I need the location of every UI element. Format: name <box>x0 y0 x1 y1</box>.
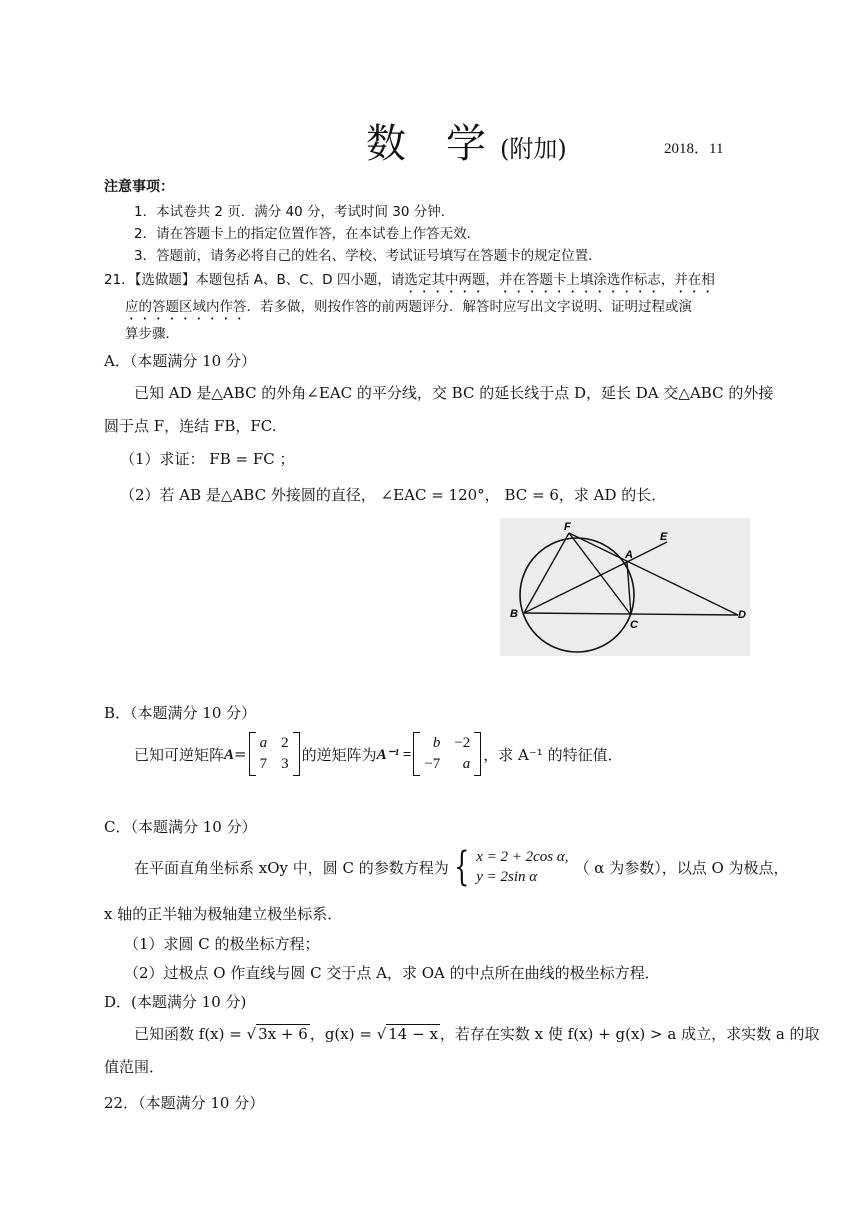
param-eq-x: x = 2 + 2cos α, <box>476 849 569 865</box>
matrix-a <box>249 732 300 776</box>
c-pre: 在平面直角坐标系 xOy 中，圆 C 的参数方程为 <box>134 858 449 877</box>
q21-emphasis-1: 选定其中两题，并在答题卡上填涂选作标志，并在相 <box>404 272 715 288</box>
q21-intro-line2 <box>125 295 692 323</box>
sqrt-1: √ 3x + 6 <box>246 1025 308 1043</box>
question-d-text <box>134 1023 820 1044</box>
label-e: E <box>660 531 668 543</box>
matrix-cell: −2 <box>454 735 471 751</box>
d-post: ，若存在实数 x 使 f(x) + g(x) > a 成立，求实数 a 的取 <box>439 1025 820 1043</box>
matrix-cell: a <box>259 735 268 751</box>
matrix-cell: b <box>432 735 441 751</box>
question-c-text-2: x 轴的正半轴为极轴建立极坐标系． <box>104 905 343 923</box>
note-item: 1．本试卷共 2 页．满分 40 分，考试时间 30 分钟． <box>134 204 455 220</box>
q21-intro-line3: 算步骤． <box>125 326 179 342</box>
b-matrix-name: A <box>224 746 235 763</box>
note-item: 3．答题前，请务必将自己的姓名、学校、考试证号填写在答题卡的规定位置． <box>134 248 602 264</box>
d-mid: ，g(x) = <box>309 1025 377 1043</box>
question-c-part1: （1）求圆 C 的极坐标方程； <box>124 935 320 953</box>
sqrt-2: √ 14 − x <box>376 1025 438 1043</box>
matrix-a-inverse <box>413 732 481 776</box>
question-c-part2: （2）过极点 O 作直线与圆 C 交于点 A，求 OA 的中点所在曲线的极坐标方程． <box>124 964 660 982</box>
q21-rest: ．若多做，则按作答的前两题评分．解答时应写出文字说明、证明过程或演 <box>246 299 692 315</box>
question-a-text-1: 已知 AD 是△ABC 的外角∠EAC 的平分线，交 BC 的延长线于点 D，延长 DA 交△ABC 的外接 <box>134 384 774 402</box>
q21-bracket: 【选做题】本题包括 A、B、C、D 四小题，请 <box>134 272 405 288</box>
matrix-cell: 3 <box>281 756 289 772</box>
parametric-system <box>476 847 568 887</box>
system-brace: { <box>453 844 470 890</box>
geometry-figure <box>500 518 750 656</box>
d-pre: 已知函数 f(x) = <box>134 1025 247 1043</box>
label-d: D <box>738 609 746 621</box>
b-equals: = <box>234 745 247 763</box>
title-subtitle: (附加) <box>500 135 567 163</box>
question-c-label: C．（本题满分 10 分） <box>104 818 257 836</box>
label-b: B <box>510 608 518 620</box>
param-eq-y: y = 2sin α <box>476 869 538 885</box>
b-post: ，求 A⁻¹ 的特征值． <box>483 745 623 764</box>
question-b-label: B．（本题满分 10 分） <box>104 704 257 722</box>
note-item: 2．请在答题卡上的指定位置作答，在本试卷上作答无效． <box>134 226 481 242</box>
label-a: A <box>625 549 633 561</box>
c-post: （ α 为参数），以点 O 为极点， <box>574 858 789 877</box>
page-title <box>366 112 567 169</box>
title-main: 数 学 <box>366 121 486 167</box>
b-pre: 已知可逆矩阵 <box>134 745 225 764</box>
question-c-text <box>134 843 789 891</box>
q21-emphasis-2: 应的答题区域内作答 <box>125 299 247 315</box>
b-mid: 的逆矩阵为 <box>301 745 377 764</box>
question-a-label: A．（本题满分 10 分） <box>104 352 256 370</box>
matrix-cell: −7 <box>424 756 441 772</box>
notes-heading: 注意事项： <box>104 179 174 195</box>
matrix-cell: 2 <box>281 735 289 751</box>
question-a-part2: （2）若 AB 是△ABC 外接圆的直径， ∠EAC = 120°， BC = 6，求 AD 的长． <box>120 486 667 504</box>
circle-diagram <box>500 518 750 656</box>
matrix-cell: a <box>462 756 471 772</box>
label-c: C <box>630 619 638 631</box>
question-b-text <box>134 730 623 778</box>
label-f: F <box>564 521 571 533</box>
exam-date: 2018．11 <box>664 141 724 157</box>
question-d-label: D．(本题满分 10 分) <box>104 993 247 1011</box>
radicand-2: 14 − x <box>388 1025 438 1043</box>
radicand-1: 3x + 6 <box>258 1025 308 1043</box>
matrix-cell: 7 <box>259 756 268 772</box>
question-a-part1: （1）求证： FB = FC ； <box>120 450 295 468</box>
q21-intro-line1 <box>104 268 715 296</box>
b-inverse-name: A⁻¹ = <box>376 746 412 763</box>
q21-number: 21． <box>104 272 135 288</box>
question-a-text-2: 圆于点 F，连结 FB，FC. <box>104 417 277 435</box>
question-22-label: 22．（本题满分 10 分） <box>104 1094 265 1112</box>
question-d-text-2: 值范围． <box>104 1058 165 1076</box>
